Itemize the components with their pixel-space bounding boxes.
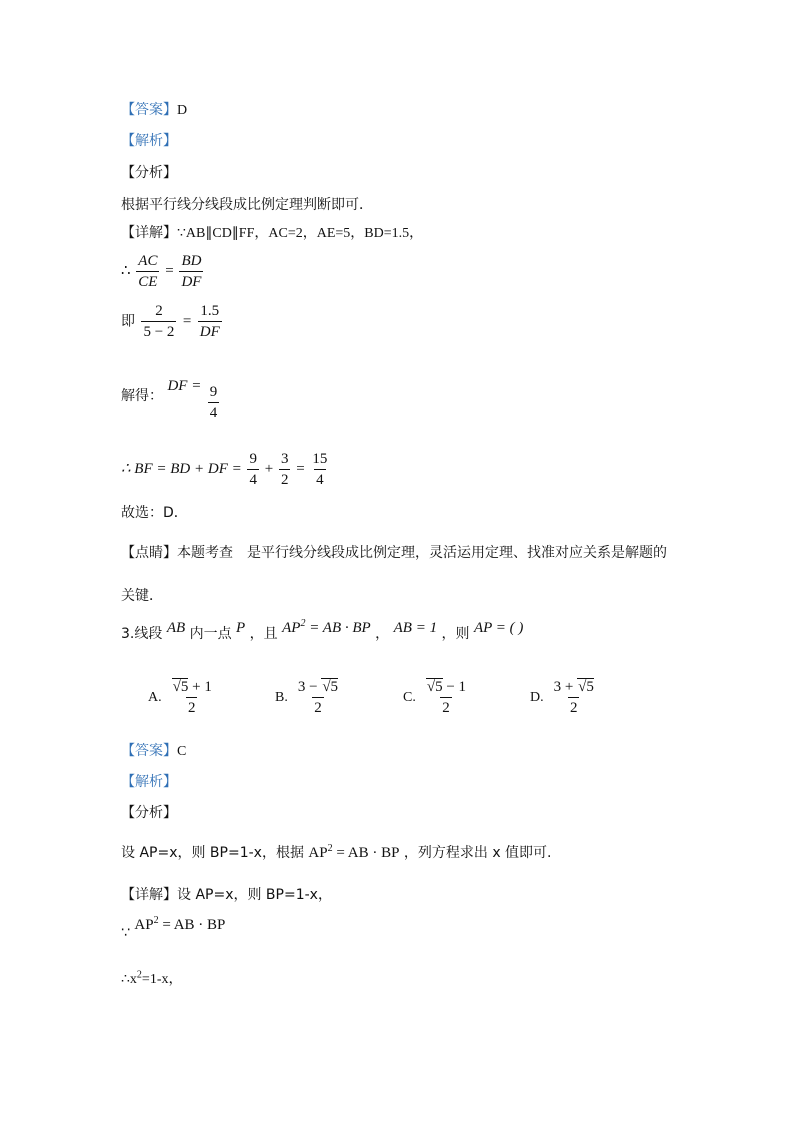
q3-prefix: 3.线段 <box>121 626 163 642</box>
sqrt-5: √5 <box>322 679 339 695</box>
answer-line <box>121 99 187 119</box>
fraction-denominator: 2 <box>440 697 452 717</box>
fraction-denominator: DF <box>198 321 222 341</box>
detail-tag: 【详解】 <box>121 225 177 241</box>
guxuan-text: 故选：D． <box>121 505 188 521</box>
option-label: B. <box>275 689 288 705</box>
fenxi-text-a: 设 AP=x，则 BP=1-x，根据 <box>121 845 304 861</box>
fraction-denominator: 2 <box>279 469 291 489</box>
dianjing-tag: 【点睛】 <box>121 545 177 561</box>
fenxi-tag: 【分析】 <box>121 165 177 181</box>
q3-mid1: 内一点 <box>189 626 232 642</box>
fraction-denominator: 4 <box>314 469 326 489</box>
option-fraction: $\frac{√5 + 1}{2}$ <box>172 679 212 716</box>
detail-line <box>121 222 423 242</box>
ji-text: 即 <box>121 313 135 330</box>
option-a <box>148 678 216 717</box>
q3-p: P <box>236 620 246 636</box>
q3-fenxi-text <box>121 842 552 862</box>
option-label: C. <box>403 689 416 705</box>
jiede-text: 解得： <box>121 388 163 404</box>
fraction-numerator: 3 <box>280 451 289 467</box>
fraction-numerator: 2 <box>155 303 163 319</box>
dianjing-text: 本题考查 是平行线分线段成比例定理，灵活运用定理、找准对应关系是解题的 <box>177 545 667 561</box>
option-fraction: $\frac{3 - √5}{2}$ <box>297 679 339 716</box>
ratio-equation <box>121 252 205 291</box>
equals-sign: = <box>296 460 305 477</box>
option-label: A. <box>148 689 162 705</box>
bf-equation <box>121 450 331 489</box>
answer-value: C <box>177 744 187 759</box>
sqrt-5: √5 <box>578 679 594 695</box>
therefore-symbol: ∴ <box>121 262 131 279</box>
fraction-denominator: 5 − 2 <box>141 321 176 341</box>
option-fraction: $\frac{√5 - 1}{2}$ <box>426 679 467 716</box>
fraction-ac-ce <box>136 252 159 291</box>
fenxi-text-b: ，列方程求出 x 值即可. <box>403 845 552 861</box>
fraction-numerator: 9 <box>249 451 257 467</box>
detail-text: 设 AP=x，则 BP=1-x， <box>177 887 332 903</box>
fraction-denominator: 2 <box>312 697 324 717</box>
df-lhs: DF = <box>167 378 202 394</box>
q3-fenxi-tag: 【分析】 <box>121 805 177 821</box>
q3-ask: AP = ( ) <box>473 620 524 636</box>
bf-lhs: ∴ BF = BD + DF = <box>121 460 242 477</box>
fraction-1.5-over-df <box>198 302 222 341</box>
fraction-denominator: CE <box>136 271 159 291</box>
fraction-15-over-4 <box>310 450 329 489</box>
fraction-numerator: 15 <box>312 451 328 467</box>
option-b <box>275 678 342 717</box>
fraction-numerator: BD <box>181 253 202 269</box>
q3-condition: $AP^2$ = AB · BP <box>282 618 371 636</box>
equals-sign: = <box>165 262 174 279</box>
fenxi-math: $AP^2$ = AB · BP <box>308 843 400 861</box>
fraction-denominator: DF <box>179 271 203 291</box>
q3-sep: ， <box>375 626 390 642</box>
fraction-denominator: 4 <box>208 402 220 422</box>
answer-tag: 【答案】 <box>121 743 177 759</box>
fraction-numerator: 9 <box>209 384 218 400</box>
fraction-bd-df <box>179 252 203 291</box>
plus-sign: + <box>264 460 274 477</box>
option-d <box>530 678 598 717</box>
fraction-denominator: 2 <box>568 697 580 717</box>
option-fraction: $\frac{3 + √5}{2}$ <box>553 679 594 716</box>
q3-answer-line <box>121 740 186 760</box>
sqrt-5: √5 <box>426 679 443 695</box>
detail-text: ∵AB∥CD∥FF，AC=2，AE=5，BD=1.5， <box>177 226 424 241</box>
fraction-denominator: 4 <box>247 469 259 489</box>
q3-mid2: ，且 <box>249 626 278 642</box>
answer-value: D <box>177 103 188 118</box>
option-label: D. <box>530 689 544 705</box>
dianjing-line <box>121 542 667 562</box>
answer-tag: 【答案】 <box>121 102 177 118</box>
fraction-9-over-4 <box>208 383 220 422</box>
because-symbol: ∵ <box>121 925 130 941</box>
solve-df-line <box>121 378 221 422</box>
fraction-3-over-2 <box>279 450 291 489</box>
substitution-equation <box>121 302 224 341</box>
fenxi-text: 根据平行线分线段成比例定理判断即可． <box>121 197 373 213</box>
because-math: $AP^2$ = AB · BP <box>134 915 226 933</box>
sqrt-5: √5 <box>172 679 189 695</box>
equals-sign: = <box>182 313 192 330</box>
option-c <box>403 678 470 717</box>
question-3-stem <box>121 618 523 643</box>
q3-ab: AB <box>166 620 186 636</box>
fraction-numerator: AC <box>138 253 158 269</box>
fraction-numerator: 1.5 <box>200 303 220 319</box>
fraction-9-over-4 <box>247 450 259 489</box>
q3-mid3: ，则 <box>441 626 470 642</box>
q3-analysis-tag: 【解析】 <box>121 774 177 790</box>
fraction-2-over-3 <box>141 302 176 341</box>
q3-last-line: $\therefore x^2=1-x$， <box>121 969 183 987</box>
q3-because-line <box>121 915 225 941</box>
detail-tag: 【详解】 <box>121 887 177 903</box>
fraction-denominator: 2 <box>186 697 198 717</box>
dianjing-text-cont: 关键． <box>121 588 163 604</box>
q3-detail-line <box>121 884 332 904</box>
analysis-tag: 【解析】 <box>121 133 177 149</box>
q3-ab-equals-1: AB = 1 <box>393 620 438 636</box>
